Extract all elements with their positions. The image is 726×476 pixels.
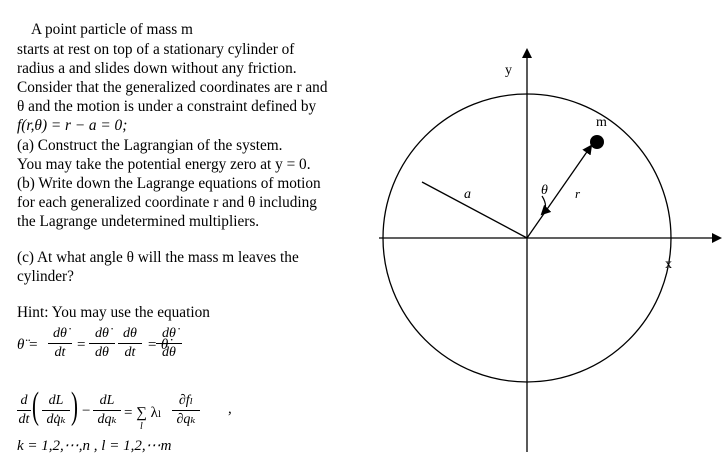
fraction-numerator: dL [48,393,64,408]
equals-theta-dot: = θ̇ [147,337,169,353]
index-ranges: k = 1,2,⋯,n , l = 1,2,⋯m [17,438,172,454]
fraction-numerator: dL [99,393,115,408]
fraction-numerator: dθ [123,326,137,341]
x-axis-label: x [665,257,672,272]
sum-index: l [140,421,143,432]
fraction-denominator: dθ [162,345,176,360]
hint-text: Hint: You may use the equation [17,304,210,321]
equals-sign: = [77,337,86,353]
fraction-denominator: dq̇ₖ [46,412,66,427]
fraction-denominator: dθ [95,345,109,360]
right-paren: ) [71,385,78,427]
theta-label: θ [541,183,548,198]
problem-line-1: A point particle of mass m [31,21,193,38]
equals-sum-lambda: = ∑ λₗ [124,405,162,421]
fraction-denominator: dt [124,345,136,360]
fraction-denominator: dt [54,345,66,360]
part-b-line-2: for each generalized coordinate r and θ including [17,194,317,211]
fraction-numerator: dθ̇ [95,326,109,341]
fraction-numerator: d [20,393,28,408]
part-b-line-3: the Lagrange undetermined multipliers. [17,213,260,230]
part-b-line-1: (b) Write down the Lagrange equations of motion [17,175,321,192]
fraction-numerator: dθ̇ [53,326,67,341]
fraction-numerator: dθ̇ [162,326,176,341]
problem-line-2: starts at rest on top of a stationary cylinder of [17,41,295,58]
mass-label: m [596,115,607,130]
y-axis-label: y [505,63,512,78]
constraint-equation: f(r,θ) = r − a = 0; [17,117,128,134]
fraction-denominator: ∂qₖ [176,412,196,427]
radius-label: a [464,187,471,202]
fraction-denominator: dt [18,412,30,427]
problem-line-3: radius a and slides down without any friction. [17,60,297,77]
problem-line-5: θ and the motion is under a constraint defined by [17,98,317,115]
part-c-line-1: (c) At what angle θ will the mass m leaves the [17,249,299,266]
minus-sign: − [82,403,91,419]
r-vector-label: r⃗ [575,186,591,201]
part-c-line-2: cylinder? [17,268,74,285]
radius-line [422,182,527,238]
part-a-line-2: You may take the potential energy zero at y = 0. [17,156,311,173]
theta-ddot-lhs: θ̈ = [17,337,39,353]
left-paren: ( [32,385,39,427]
fraction-numerator: ∂fₗ [178,393,194,408]
trailing-comma: , [228,401,232,417]
fraction-denominator: dqₖ [97,412,117,427]
problem-line-4: Consider that the generalized coordinates are r and [17,79,328,96]
mass-particle-icon [590,135,604,149]
part-a-line-1: (a) Construct the Lagrangian of the system. [17,137,283,154]
